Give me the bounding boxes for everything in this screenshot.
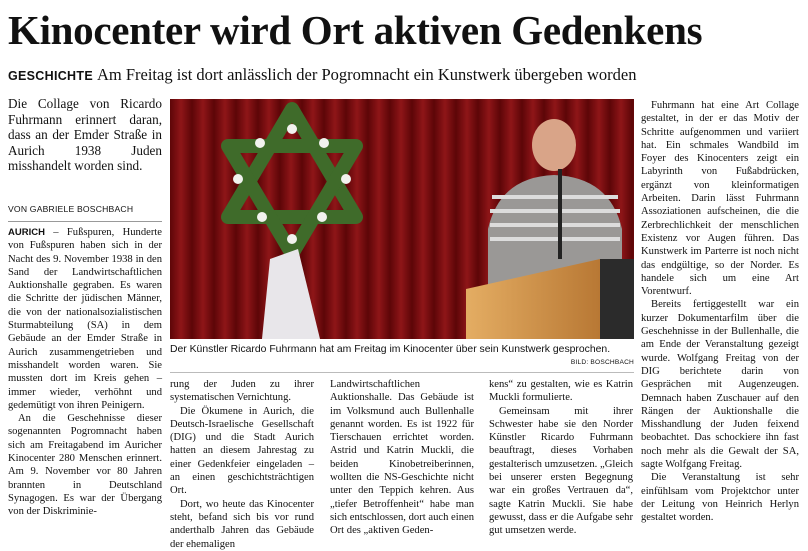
dateline: AURICH [8, 227, 45, 238]
paragraph: kens“ zu gestalten, wie es Katrin Muckli formulierte. [489, 379, 633, 404]
paragraph: Die Ökumene in Aurich, die Deutsch-Israelische Gesellschaft (DIG) und die Stadt Aurich hatten an diesem Jahrestag zu einer Gedenkfeier eingeladen – an einen geschichtsträchtigen Ort. [170, 405, 314, 497]
paragraph: Dort, wo heute das Kinocenter steht, befand sich bis vor rund anderthalb Jahren das Gebäude der ehemaligen [170, 498, 314, 550]
paragraph: An die Geschehnisse dieser sogenannten Pogromnacht haben sich am Freitagabend im Auricher Kinocenter 280 Menschen erinnert. Am 9. November vor 80 Jahren brannten in Deutschland Synagogen. Es war der Übergang von der Diskriminie- [8, 413, 162, 518]
teaser [8, 96, 162, 174]
paragraph: Bereits fertiggestellt war ein kurzer Dokumentarfilm über die Geschehnisse in der Bullenhalle, die am Ende der Veranstaltung gezeigt wurde. Wolfgang Freitag von der DIG berichtete darin von Gesprächen mit Augenzeugen. Demnach haben Zuschauer auf den Rängen der Auktionshalle die Misshandlung der Juden feixend beobachtet. Das schockiere ihn fast noch mehr als die Gewalt der SA, sagte Wolfgang Freitag. [641, 299, 799, 471]
paragraph: Die Veranstaltung ist sehr einfühlsam vom Projektchor unter der Leitung von Heinrich Herlyn gestaltet worden. [641, 472, 799, 524]
article-column-5 [641, 99, 799, 539]
article-photo [170, 99, 634, 339]
article-column-3 [330, 378, 474, 538]
author-byline: VON GABRIELE BOSCHBACH [8, 204, 134, 214]
article-column-2 [170, 378, 314, 550]
paragraph-text: – Fußspuren, Hunderte von Fußspuren haben sich in der Nacht des 9. November 1938 in den Sand der Landwirtschaftlichen Auktionshalle gegraben. Es waren die Schritte der jüdischen Männer, die von der nationalsozialistischen Sturmabteilung (SA) in dem Gebäude an der Emder Straße in Aurich zusammengetrieben und misshandelt worden waren. Sie mussten dort im Kreis gehen – immer wieder, verhöhnt und gedemütigt von ihren Peinigern. [8, 227, 162, 411]
caption-divider [170, 372, 634, 373]
paragraph: rung der Juden zu ihrer systematischen Vernichtung. [170, 379, 314, 404]
paragraph: Gemeinsam mit ihrer Schwester habe sie den Norder Künstler Ricardo Fuhrmann beauftragt, dieses Vorhaben gestalterisch umzusetzen. „Gleich bei unserer ersten Begegnung war ein großes Vertrauen da“, sagte Katrin Muckli. Sie habe gewusst, dass er die Aufgabe sehr gut umsetzen werde. [489, 405, 633, 537]
subheadline: Am Freitag ist dort anlässlich der Pogromnacht ein Kunstwerk übergeben worden [96, 65, 637, 84]
paragraph [8, 226, 162, 412]
paragraph: Fuhrmann hat eine Art Collage gestaltet, in der er das Motiv der Schritte aufgenommen und variiert hat. Ein schmales Wandbild im Foyer des Kinocenters zeigt ein Labyrinth von Fußabdrücken, ergänzt von kleinformatigen Arbeiten. Darin lässt Fuhrmann Assoziationen aufscheinen, die die Zerbrechlichkeit der menschlichen Existenz vor Augen führen. Das Kunstwerk im Parterre ist noch nicht das endgültige, so der Norder. Es handele sich um eine Art Vorentwurf. [641, 100, 799, 298]
teaser-text: Die Collage von Ricardo Fuhrmann erinnert daran, dass an der Emder Straße in Aurich 1938 Juden misshandelt worden sind. [8, 96, 162, 173]
photo-caption: Der Künstler Ricardo Fuhrmann hat am Freitag im Kinocenter über sein Kunstwerk gesprochen. [170, 344, 611, 355]
headline: Kinocenter wird Ort aktiven Gedenkens [8, 7, 703, 53]
photo-credit: BILD: BOSCHBACH [570, 359, 634, 366]
divider [8, 221, 162, 222]
article-column-1 [8, 226, 162, 536]
kicker: GESCHICHTE [8, 69, 93, 83]
article-column-4 [489, 378, 633, 538]
subheadline-line [8, 64, 804, 87]
paragraph: Landwirtschaftlichen Auktionshalle. Das Gebäude ist im Volksmund auch Bullenhalle genannt worden. Es ist 1922 für Tierschauen errichtet worden. Astrid und Katrin Muckli, die beiden Kinobetreiberinnen, wollten die NS-Geschichte nicht unter den Teppich kehren. Aus „tiefer Betroffenheit“ habe man sich entschlossen, dort auch einen Ort des „aktiven Geden- [330, 379, 474, 537]
photo-illustration [170, 99, 634, 339]
